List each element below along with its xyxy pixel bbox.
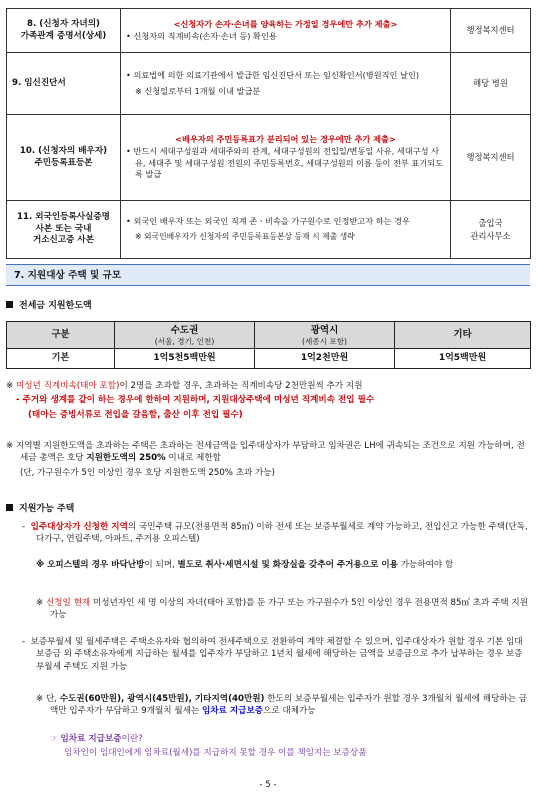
table-header-row: [7, 322, 531, 349]
col-header: 구분: [7, 322, 115, 349]
table-row: [7, 9, 531, 53]
square-bullet-icon: [6, 504, 13, 511]
table-row: [7, 115, 531, 201]
housing-note-officetel: ※ 오피스텔의 경우 바닥난방이 되며, 별도로 취사·세면시설 및 화장실을 갖추어 주거용으로 이용 가능하여야 함: [36, 560, 454, 570]
col-header: 기타: [395, 322, 531, 349]
rent-guarantee-definition: ☞ 임차료 지급보증이란? 임차인이 임대인에게 임차료(월세)를 지급하지 못할 경우 이를 책임지는 보증상품: [50, 734, 367, 759]
doc-desc: [121, 115, 451, 201]
doc-desc: [121, 9, 451, 53]
doc-bullet: • 신청자의 직계비속(손자·손녀 등) 확인용: [126, 30, 277, 41]
note-regional-limit: ※ 지역별 지원한도액을 초과하는 주택은 초과하는 전세금액을 입주대상자가 부담하고 임차권은 LH에 귀속되는 조건으로 지원 가능하며, 전세금 총액은 호당 지원한도액의 250% 이내로 제한함 (단, 가구원수가 5인 이상인 경우 호당 지원한도액 250% 초과 가능): [6, 441, 525, 478]
required-documents-table: [6, 8, 531, 259]
square-bullet-icon: [6, 301, 13, 308]
table-cell: 1억5천5백만원: [115, 349, 255, 369]
doc-note: ※ 신청일로부터 1개월 이내 발급분: [135, 85, 261, 96]
doc-name: 11. 외국인등록사실증명 사본 또는 국내 거소신고증 사본: [7, 201, 121, 259]
col-header: 광역시 (세종시 포함): [255, 322, 395, 349]
doc-heading: <신청자가 손자·손녀를 양육하는 가정일 경우에만 추가 제출>: [173, 18, 398, 29]
doc-name: 8. (신청자 자녀의) 가족관계 증명서(상세): [7, 9, 121, 53]
doc-org: 출입국 관리사무소: [451, 201, 531, 259]
pointing-hand-icon: ☞: [50, 734, 58, 744]
table-row: [7, 53, 531, 115]
doc-bullet: • 외국인 배우자 또는 외국인 직계 존ㆍ비속을 가구원수로 인정받고자 하는 경우: [126, 216, 410, 227]
doc-bullet: • 반드시 세대구성원과 세대주와의 관계, 세대구성원의 전입일/변동일 사유, 세대구성 사유, 세대주 및 세대구성원 전원의 주민등록번호, 세대구성원의 이름 등이 전부 표기되도록 발급: [126, 145, 444, 180]
housing-heading: 지원가능 주택: [6, 503, 74, 516]
housing-item-1: - 입주대상자가 신청한 지역의 국민주택 규모(전용면적 85㎡) 이하 전세 또는 보증부월세로 계약 가능하고, 전입신고 가능한 주택(단독, 다가구, 연립주택, 아파트, 주거용 오피스텔): [22, 522, 528, 545]
doc-org: 행정복지센터: [451, 9, 531, 53]
limit-heading: 전세금 지원한도액: [6, 300, 92, 313]
doc-desc: [121, 53, 451, 115]
doc-bullet: • 의료법에 의한 의료기관에서 발급한 임신진단서 또는 임신확인서(병원직인 날인): [126, 69, 420, 80]
housing-item-2: - 보증부월세 및 월세주택은 주택소유자와 협의하여 전세주택으로 전환하여 계약 체결할 수 있으며, 입주대상자가 원할 경우 기본 임대보증금 외 주택소유자에게 지급하는 월세를 입주자가 부담하고 1년치 월세에 해당하는 금액을 보증금으로 추가 납부하는 경우 보증부월세 주택도 지원 가능: [22, 637, 523, 672]
section-title: 7. 지원대상 주택 및 규모: [6, 264, 530, 286]
doc-desc: [121, 201, 451, 259]
support-limit-table: [6, 321, 531, 369]
doc-note: ※ 외국인배우자가 신청자의 주민등록표등본상 등재 시 제출 생략: [135, 232, 355, 242]
note-minor-children: ※ 미성년 직계비속(태아 포함)이 2명을 초과할 경우, 초과하는 직계비속당 2천만원씩 추가 지원 - 주거와 생계를 같이 하는 경우에 한하여 지원하며, 지원대상주택에 미성년 직계비속 전입 필수 (태아는 증빙서류로 전입을 갈음함, 출산 이후 전입 필수): [6, 381, 375, 420]
col-header: 수도권 (서울, 경기, 인천): [115, 322, 255, 349]
table-cell: 기본: [7, 349, 115, 369]
doc-org: 행정복지센터: [451, 115, 531, 201]
housing-note-large-family: ※ 신청일 현재 미성년자인 세 명 이상의 자녀(태아 포함)를 둔 가구 또는 가구원수가 5인 이상인 경우 전용면적 85㎡ 초과 주택 지원 가능: [36, 598, 529, 621]
doc-name: 9. 임신진단서: [7, 53, 121, 115]
table-row: [7, 201, 531, 259]
doc-heading: <배우자의 주민등록표가 분리되어 있는 경우에만 추가 제출>: [175, 133, 396, 144]
doc-org: 해당 병원: [451, 53, 531, 115]
housing-note-monthly-rent: ※ 단, 수도권(60만원), 광역시(45만원), 기타지역(40만원) 한도의 보증부월세는 입주자가 원할 경우 3개월치 월세에 해당하는 금액만 입주자가 부담하고 9개월치 월세는 임차료 지급보증으로 대체가능: [36, 694, 527, 717]
table-cell: 1억5백만원: [395, 349, 531, 369]
page-number: - 5 -: [259, 780, 277, 790]
table-row: [7, 349, 531, 369]
table-cell: 1억2천만원: [255, 349, 395, 369]
doc-name: 10. (신청자의 배우자) 주민등록표등본: [7, 115, 121, 201]
